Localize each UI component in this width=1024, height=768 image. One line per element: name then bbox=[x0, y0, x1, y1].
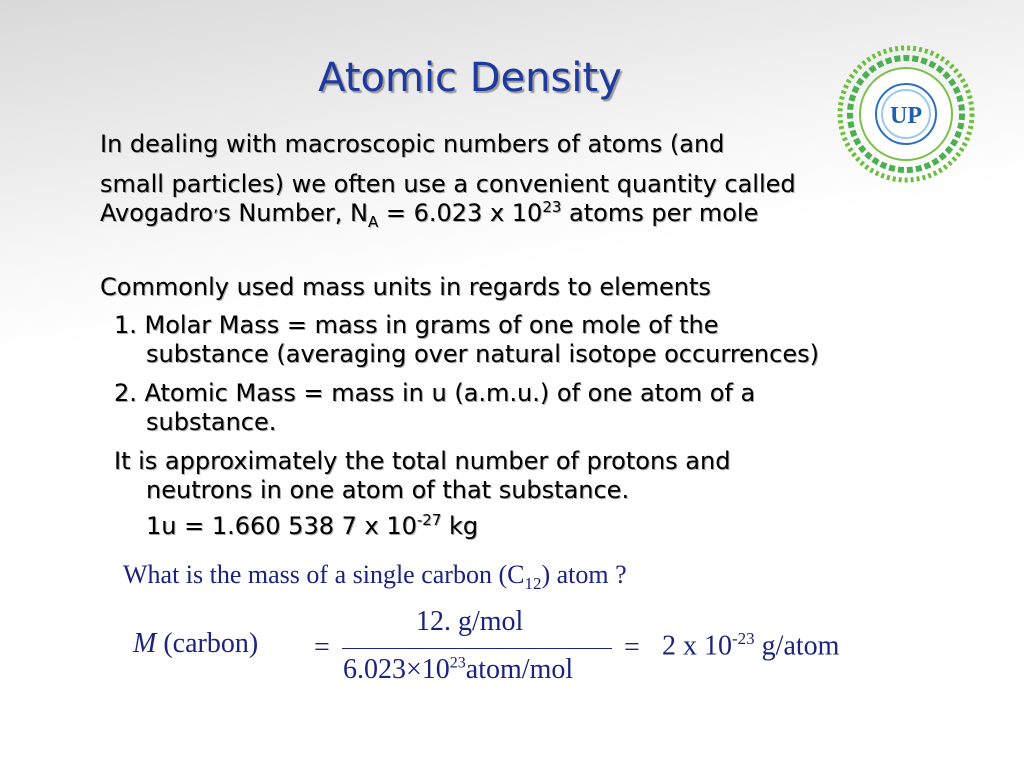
university-logo bbox=[836, 44, 976, 184]
logo-text: UP bbox=[890, 103, 922, 129]
equation-equals-1: = bbox=[314, 632, 330, 663]
atomic-mass-line2: substance. bbox=[146, 408, 277, 436]
paragraph1-line1: In dealing with macroscopic numbers of atoms (and bbox=[100, 130, 725, 158]
paragraph1-line3: Avogadro’s Number, $N_A = 6.023$ x $10^{23}$ atoms per mole bbox=[100, 198, 759, 231]
equation-lhs: M (carbon) bbox=[133, 628, 259, 659]
approximation-line2: neutrons in one atom of that substance. bbox=[146, 476, 630, 504]
equation-numerator: 12. g/mol bbox=[416, 606, 524, 637]
question-text: What is the mass of a single carbon $(C_{12})$ atom ? bbox=[123, 560, 627, 594]
slide-title: Atomic Density bbox=[318, 55, 622, 101]
atomic-mass-line1: 2. Atomic Mass = mass in u (a.m.u.) of one atom of a bbox=[114, 379, 756, 407]
approximation-line1: It is approximately the total number of protons and bbox=[114, 447, 731, 475]
atomic-mass-unit-value: 1u = 1.660 538 7 x $10^{-27}$ kg bbox=[146, 511, 479, 540]
fraction-bar bbox=[342, 648, 612, 649]
mass-units-heading: Commonly used mass units in regards to elements bbox=[100, 273, 711, 301]
molar-mass-line1: 1. Molar Mass = mass in grams of one mole of the bbox=[114, 311, 719, 339]
equation-equals-2: = bbox=[624, 632, 640, 663]
equation-result: 2 x $10^{-23}$ g/atom bbox=[662, 629, 840, 662]
molar-mass-line2: substance (averaging over natural isotope occurrences) bbox=[146, 340, 819, 368]
equation-denominator: $6.023\times 10^{23}atom$/mol bbox=[343, 654, 574, 685]
paragraph1-line2: small particles) we often use a convenient quantity called bbox=[100, 170, 796, 198]
